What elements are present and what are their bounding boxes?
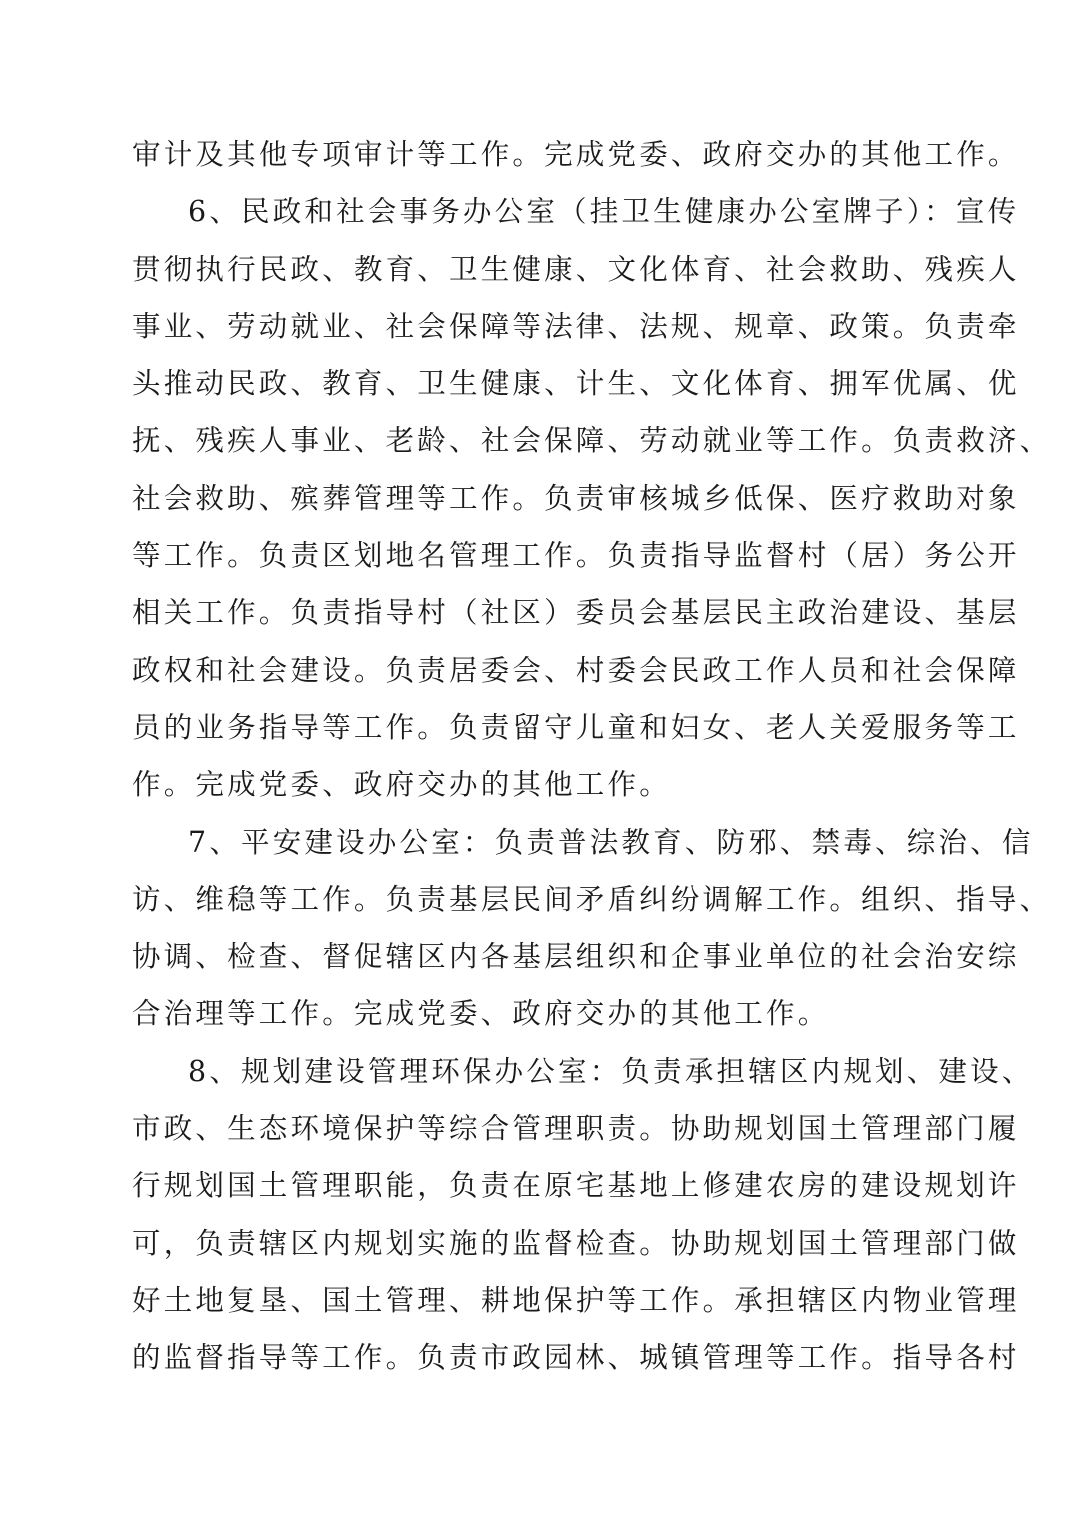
text-line: 头推动民政、教育、卫生健康、计生、文化体育、拥军优属、优 — [132, 367, 1020, 401]
text-line: 可，负责辖区内规划实施的监督检查。协助规划国土管理部门做 — [132, 1226, 1020, 1260]
text-line: 社会救助、殡葬管理等工作。负责审核城乡低保、医疗救助对象 — [132, 481, 1020, 515]
section-heading-line: 6、民政和社会事务办公室（挂卫生健康办公室牌子）：宣传 — [188, 195, 1020, 229]
text-line: 事业、劳动就业、社会保障等法律、法规、规章、政策。负责牵 — [132, 309, 1020, 343]
text-line: 等工作。负责区划地名管理工作。负责指导监督村（居）务公开 — [132, 539, 1020, 573]
text-line: 员的业务指导等工作。负责留守儿童和妇女、老人关爱服务等工 — [132, 710, 1020, 744]
section-heading-line: 8、规划建设管理环保办公室：负责承担辖区内规划、建设、 — [188, 1054, 1034, 1088]
text-line: 行规划国土管理职能，负责在原宅基地上修建农房的建设规划许 — [132, 1169, 1020, 1203]
text-line: 协调、检查、督促辖区内各基层组织和企事业单位的社会治安综 — [132, 940, 1020, 974]
text-line: 访、维稳等工作。负责基层民间矛盾纠纷调解工作。组织、指导、 — [132, 882, 1052, 916]
text-line: 的监督指导等工作。负责市政园林、城镇管理等工作。指导各村 — [132, 1341, 1020, 1375]
text-line: 政权和社会建设。负责居委会、村委会民政工作人员和社会保障 — [132, 653, 1020, 687]
text-line: 审计及其他专项审计等工作。完成党委、政府交办的其他工作。 — [132, 138, 1020, 171]
section-heading-line: 7、平安建设办公室：负责普法教育、防邪、禁毒、综治、信 — [188, 825, 1034, 859]
text-line: 贯彻执行民政、教育、卫生健康、文化体育、社会救助、残疾人 — [132, 252, 1020, 286]
text-line: 抚、残疾人事业、老龄、社会保障、劳动就业等工作。负责救济、 — [132, 424, 1052, 458]
document-body — [132, 126, 1052, 1387]
text-line: 合治理等工作。完成党委、政府交办的其他工作。 — [132, 997, 830, 1031]
text-line: 市政、生态环境保护等综合管理职责。协助规划国土管理部门履 — [132, 1112, 1020, 1146]
text-line: 相关工作。负责指导村（社区）委员会基层民主政治建设、基层 — [132, 596, 1020, 630]
text-line: 作。完成党委、政府交办的其他工作。 — [132, 768, 671, 802]
text-line: 好土地复垦、国土管理、耕地保护等工作。承担辖区内物业管理 — [132, 1283, 1020, 1317]
